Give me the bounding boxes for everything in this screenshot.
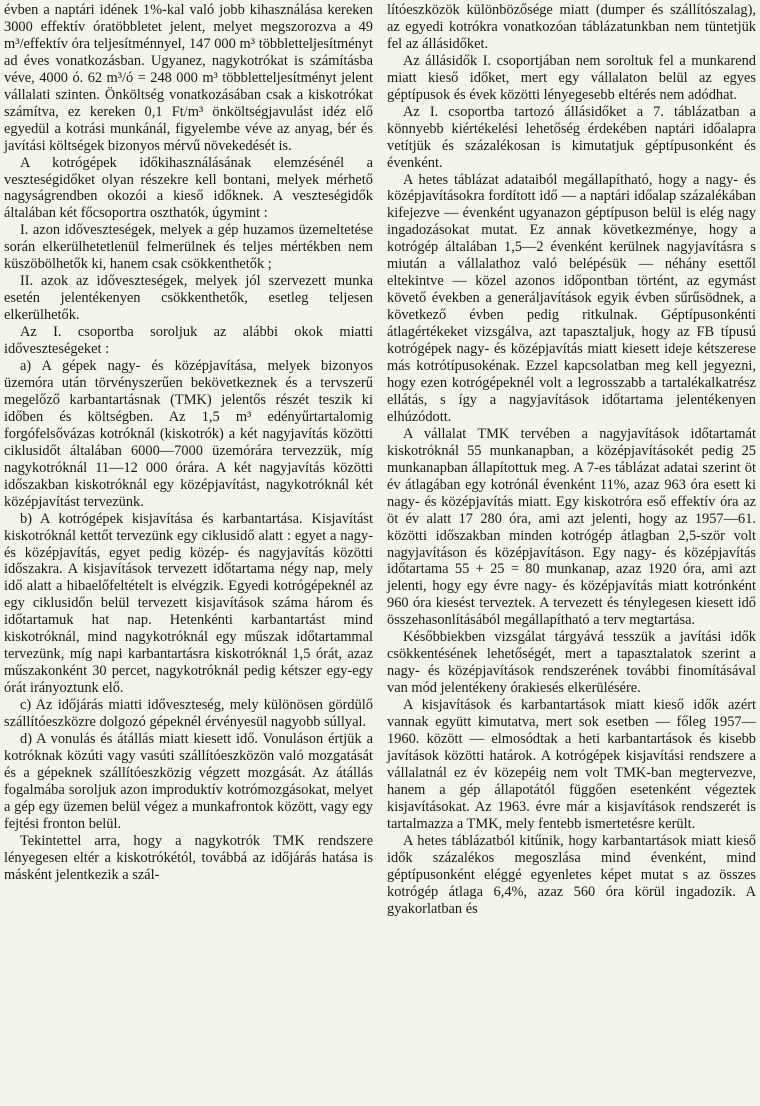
paragraph: A kotrógépek időkihasználásának elemzésénél a veszteségidőket olyan részekre kell bontani, melyek mérhető nagyságrendben okozói a kieső időknek. A veszteségidők általában két főcsoportra oszthatók, úgymint :	[4, 154, 373, 222]
paragraph: c) Az időjárás miatti időveszteség, mely különösen gördülő szállítóeszközre dolgozó gépeknél érvényesül nagyobb súllyal.	[4, 697, 373, 731]
list-item: II. azok az időveszteségek, melyek jól szervezett munka esetén jelentékenyen csökkenthetők, esetleg teljesen elkerülhetők.	[4, 273, 373, 324]
paragraph: b) A kotrógépek kisjavítása és karbantartása. Kisjavítást kiskotróknál kettőt tervezünk egy ciklusidő alatt : egyet a nagy- és középjavítás, egyet pedig közép- és nagyjavítás közötti időszakra. A kisjavítások tervezett időtartama négy nap, mely idő alatt a hibaelőfeltételt is elvégzik. Egyedi kotrógépeknél az egy ciklusidőn belül tervezett kisjavítások száma három és időtartamuk hat nap. Hetenkénti karbantartást mind kiskotróknál, mind nagykotróknál egy műszak időtartammal tervezünk, míg napi karbantartásra kiskotróknál 1,5 órát, azaz műszakonként 30 percet, nagykotróknál pedig kétszer egy-egy órát irányoztunk elő.	[4, 510, 373, 697]
paragraph: a) A gépek nagy- és középjavítása, melyek bizonyos üzemóra után törvényszerűen bekövetkeznek és a tervszerű megelőző karbantartásnak (TMK) jelentős részét teszik ki időben és költségben. Az 1,5 m³ edényűrtartalomig forgófelsővázas kotróknál (kiskotrók) a két nagyjavítás közötti ciklusidőt általában 6000—7000 üzemórára tervezzük, míg nagykotróknál 11—12 000 órára. A két nagyjavítás közötti időszakban kiskotróknál egy középjavítást, nagykotróknál két középjavítást tervezünk.	[4, 358, 373, 510]
paragraph: Az I. csoportba tartozó állásidőket a 7. táblázatban a könnyebb kiértékelési lehetőség érdekében naptári időalapra vetítjük és százalékosan is kimutatjuk géptípusonként és évenként.	[387, 103, 756, 171]
paragraph: Későbbiekben vizsgálat tárgyává tesszük a javítási idők csökkentésének lehetőségét, mert a tapasztalatok szerint a nagy- és középjavítások rendszerének további finomításával van mód jelentékeny órakiesés elkerülésére.	[387, 629, 756, 697]
paragraph: lítóeszközök különbözősége miatt (dumper és szállítószalag), az egyedi kotrókra vonatkozóan táblázatunkban nem tüntetjük fel az állásidőket.	[387, 2, 756, 52]
list-item: I. azon időveszteségek, melyek a gép huzamos üzemeltetése során elkerülhetetlenül felmerülnek és teljes mértékben nem küszöbölhetők ki, hanem csak csökkenthetők ;	[4, 222, 373, 273]
paragraph: A kisjavítások és karbantartások miatt kieső idők azért vannak együtt kimutatva, mert sok esetben — főleg 1957—1960. között — elmosódtak a heti karbantartások és kisebb javítások közötti határok. A kotrógépek kisjavítási rendszere a vállalatnál ez év közepéig nem volt TMK-ban megtervezve, hanem a gép állapotától függően esetenként végeztek kisjavításokat. Az 1963. évre már a kisjavítások rendszerét is tartalmazza a TMK, mely fentebb ismertetésre került.	[387, 697, 756, 832]
paragraph: A hetes táblázat adataiból megállapítható, hogy a nagy- és középjavításokra fordított idő — a naptári időalap százalékában kifejezve — évenként ugyanazon géptípuson belül is elég nagy ingadozásokat mutat. Ez annak következménye, hogy a kotrógép általában 1,5—2 évenként kerülnek nagyjavításra s miután a vállalathoz való belépésük — néhány esettől eltekintve — közel azonos időpontban történt, az egymást követő években a generáljavítások egyik évben sűrűsödnek, a következő évben pedig ritkulnak. Géptípusonkénti átlagértékeket vizsgálva, azt tapasztaljuk, hogy az FB típusú kotrógépek nagy- és középjavítás miatt kiesett ideje kétszerese más kotrótípusokénak. Ezzel kapcsolatban meg kell jegyezni, hogy ezen kotrógépeknél volt a legrosszabb a tartalékalkatrész ellátás, s így a nagyjavítások időtartama jelentékenyen elhúzódott.	[387, 171, 756, 425]
paragraph: A hetes táblázatból kitűnik, hogy karbantartások miatt kieső idők százalékos megoszlása mind évenként, mind géptípusonként eléggé egyenletes képet mutat s az összes kotrógép átlaga 6,4%, azaz 560 óra körül ingadozik. A gyakorlatban és	[387, 832, 756, 917]
paragraph: évben a naptári idének 1%-kal való jobb kihasználása kereken 3000 effektív óratöbbletet jelent, melyet megszorozva a 49 m³/effektív óra teljesítménnyel, 147 000 m³ többletteljesítményt ad éves vonatkozásban. Ugyanez, nagykotrókat is számításba véve, 4000 ó. 62 m³/ó = 248 000 m³ többletteljesítményt jelent vállalati szinten. Önköltség vonatkozásában csak a kiskotrókat számítva, ez kereken 0,1 Ft/m³ önköltségjavulást idéz elő egyedül a kotrási munkánál, figyelembe véve az anyag, bér és javítási költségek bizonyos mérvű növekedését is.	[4, 2, 373, 154]
paragraph: d) A vonulás és átállás miatt kiesett idő. Vonuláson értjük a kotróknak közúti vagy vasúti szállítóeszközön való mozgatását és a gépeknek szállítóeszközig végzett mozgását. Az átállás fogalmába soroljuk azon improduktív kotrómozgásokat, melyet a gép egy üzemen belül végez a munkafrontok között, vagy egy fejtési fronton belül.	[4, 730, 373, 832]
paragraph: A vállalat TMK tervében a nagyjavítások időtartamát kiskotróknál 55 munkanapban, a középjavításokét pedig 25 munkanapban állapítottuk meg. A 7-es táblázat adatai szerint öt év átlagában egy kotrónál évenként 11%, azaz 963 óra esett ki nagy- és középjavítás miatt. Egy kiskotróra eső effektív óra az öt év alatt 17 280 óra, ami azt jelenti, hogy az 1957—61. közötti időszakban minden kotrógép átlagban 2,5-ször volt nagyjavításon és középjavításon. Egy nagy- és középjavítás időtartama 55 + 25 = 80 munkanap, azaz 1920 óra, ami azt jelenti, hogy egy évre nagy- és középjavítás miatt kotrónként 960 óra kiesést terveztek. A tervezett és ténylegesen kiesett idő összehasonlításából megállapítható a terv megtartása.	[387, 425, 756, 629]
paragraph: Tekintettel arra, hogy a nagykotrók TMK rendszere lényegesen eltér a kiskotrókétól, továbbá az időjárás hatása is másként jelentkezik a szál-	[4, 832, 373, 883]
left-text-column	[4, 2, 373, 1106]
right-text-column	[387, 2, 756, 1106]
paragraph: Az állásidők I. csoportjában nem soroltuk fel a munkarend miatt kieső időket, mert egy vállalaton belül az egyes géptípusok és évek közötti lényegesebb eltérés nem adódhat.	[387, 52, 756, 103]
paragraph: Az I. csoportba soroljuk az alábbi okok miatti időveszteségeket :	[4, 324, 373, 358]
